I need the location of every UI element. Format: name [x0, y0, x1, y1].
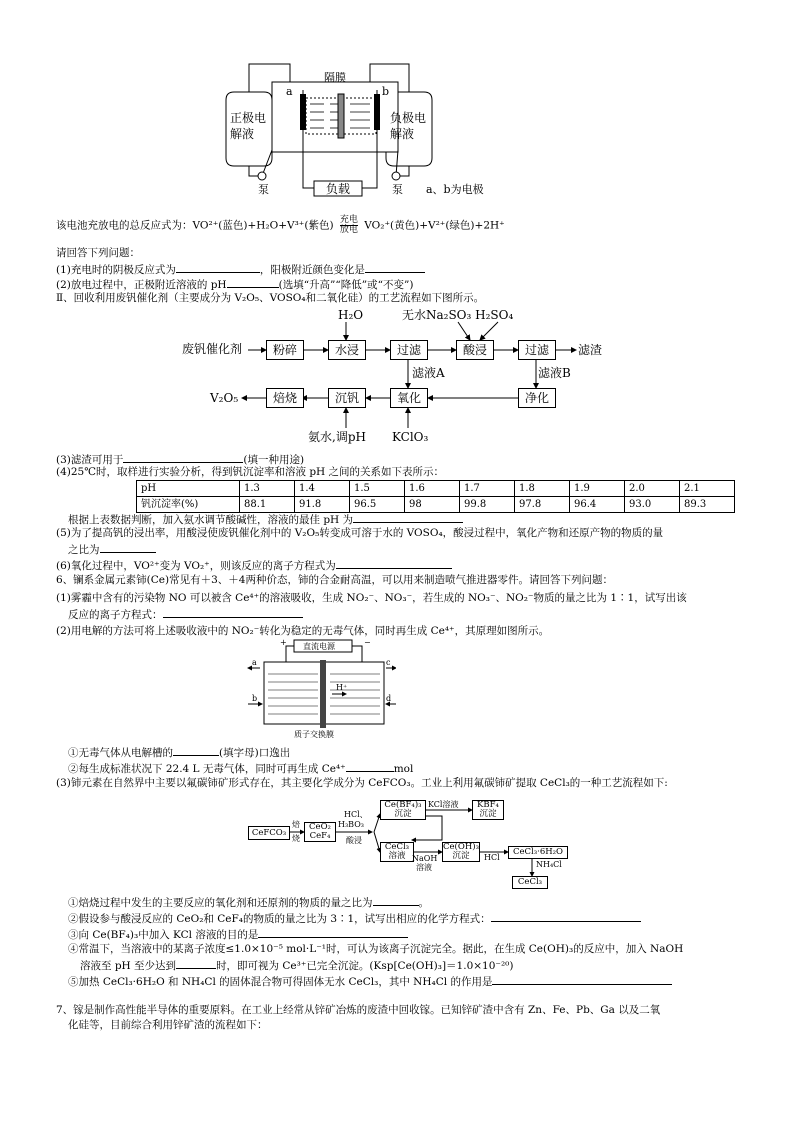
problem-6-q1b: [68, 606, 303, 623]
table-cell: 96.5: [350, 497, 405, 513]
problem-6-q3-4: ④常温下，当溶液中的某离子浓度≤1.0×10⁻⁵ mol·L⁻¹时，可认为该离子沉淀完全。据此，在生成 Ce(OH)₃的反应中，加入 NaOH: [68, 943, 684, 955]
node-cefco3: CeFCO₃: [248, 826, 290, 840]
port-b-label: b: [252, 694, 258, 703]
answer-blank[interactable]: [176, 957, 216, 969]
node-kbf4-1: KBF₄: [477, 800, 499, 810]
node-bf4-1: Ce(BF₄)₃: [384, 800, 422, 810]
acid-label-2: H₃BO₃: [338, 820, 364, 829]
electrode-note: a、b为电极: [426, 183, 484, 196]
electrode-b-label: b: [382, 85, 390, 98]
p6q22-text-b: mol: [393, 763, 414, 775]
naoh-label-2: 溶液: [416, 863, 432, 872]
table-cell: 2.1: [680, 481, 735, 497]
problem-6-q3: (3)铈元素在自然界中主要以氟碳铈矿形式存在，其主要化学成分为 CeFCO₃。工业上利用氟碳铈矿提取 CeCl₃的一种工艺流程如下:: [56, 777, 668, 789]
p6q33-text: ③向 Ce(BF₄)₃中加入 KCl 溶液的目的是: [68, 929, 259, 941]
p6q22-text-a: ②每生成标准状况下 22.4 L 无毒气体，同时可再生成 Ce⁴⁺: [68, 763, 346, 775]
roast-label-2: 烧: [292, 834, 300, 843]
residue-label: 滤渣: [578, 343, 603, 357]
load-label: 负载: [326, 182, 351, 196]
question-4: (4)25℃时，取样进行实验分析，得到钒沉淀率和溶液 pH 之间的关系如下表所示：: [56, 466, 445, 478]
q1-text-b: ，阳极附近颜色变化是: [259, 264, 365, 276]
table-cell: 1.7: [460, 481, 515, 497]
reaction-suffix: VO₂⁺(黄色)+V²⁺(绿色)+2H⁺: [364, 219, 505, 232]
answer-blank[interactable]: [492, 973, 672, 985]
node-cecl3sol-2: 溶液: [388, 851, 406, 861]
step-water-leach: 水浸: [328, 340, 366, 360]
pump-left-label: 泵: [258, 183, 269, 196]
node-ceoh3: [442, 842, 480, 862]
vanadium-table: [136, 480, 735, 513]
acid-label-1: HCl、: [344, 810, 368, 819]
node-cecl3-final: CeCl₃: [512, 876, 548, 889]
electrolysis-cell-diagram: [246, 638, 396, 742]
table-cell: 96.4: [570, 497, 625, 513]
part-2-heading: Ⅱ、回收利用废钒催化剂（主要成分为 V₂O₅、VOSO₄和二氧化硅）的工艺流程如下图所示。: [56, 292, 485, 304]
p6q21-text-b: (填字母)口逸出: [219, 747, 291, 759]
problem-6-q2: (2)用电解的方法可将上述吸收液中的 NO₂⁻转化为稳定的无毒气体，同时再生成 Ce⁴⁺，其原理如图所示。: [56, 625, 550, 637]
h-ion-label: H⁺: [336, 683, 348, 692]
table-header-rate: 钒沉淀率(%): [137, 497, 240, 513]
answer-blank[interactable]: [491, 910, 641, 922]
table-cell: 91.8: [295, 497, 350, 513]
step-acid-leach: 酸浸: [456, 340, 494, 360]
question-intro: 请回答下列问题：: [56, 247, 140, 259]
node-bf4-2: 沉淀: [394, 809, 412, 819]
problem-6-q1: (1)雾霾中含有的污染物 NO 可以被含 Ce⁴⁺的溶液吸收，生成 NO₂⁻、NO₃⁻，若生成的 NO₃⁻、NO₂⁻物质的量之比为 1∶1，试写出该: [56, 592, 687, 604]
naoh-label-1: NaOH: [412, 854, 438, 863]
problem-6-q3-4b: [80, 957, 513, 974]
reaction-equation: [56, 216, 505, 235]
node-bf4-precip: [380, 800, 426, 820]
battery-diagram: [220, 54, 520, 199]
table-cell: 98: [405, 497, 460, 513]
power-label: 直流电源: [303, 642, 335, 651]
table-header-ph: pH: [137, 481, 240, 497]
problem-7-line-2: 化硅等，目前综合利用锌矿渣的流程如下：: [68, 1019, 268, 1031]
answer-blank[interactable]: [100, 541, 156, 553]
step-calcine: 焙烧: [266, 388, 304, 408]
problem-6-q3-1: [68, 894, 429, 911]
answer-blank[interactable]: [163, 606, 303, 618]
q6-text: (6)氧化过程中，VO²⁺变为 VO₂⁺，则该反应的离子方程式为: [56, 560, 336, 572]
step-oxidize: 氧化: [390, 388, 428, 408]
table-cell: 1.5: [350, 481, 405, 497]
node-hydrate: CeCl₃·6H₂O: [508, 846, 568, 859]
cerium-flowchart: [246, 796, 576, 890]
membrane-label: 质子交换膜: [294, 730, 334, 739]
period: 。: [418, 897, 429, 909]
vanadium-flowchart: [180, 306, 640, 456]
node-kbf4-2: 沉淀: [479, 809, 497, 819]
answer-blank[interactable]: [365, 261, 425, 273]
charge-label: 充电: [339, 215, 358, 225]
step-filter-2: 过滤: [518, 340, 556, 360]
answer-blank[interactable]: [227, 276, 279, 288]
table-cell: 88.1: [240, 497, 295, 513]
question-5: (5)为了提高钒的浸出率，用酸浸使废钒催化剂中的 V₂O₅转变成可溶于水的 VOSO₄，酸浸过程中，氧化产物和还原产物的物质的量: [56, 527, 664, 539]
problem-6-q3-3: [68, 926, 408, 943]
product-label: V₂O₅: [210, 391, 239, 405]
node-kbf4: [472, 800, 504, 820]
problem-6-q2-1: [68, 744, 290, 761]
plus-label: +: [280, 638, 287, 647]
step-crush: 粉碎: [266, 340, 304, 360]
cell-lines: [246, 638, 396, 742]
hcl-label: HCl: [484, 853, 500, 862]
problem-6-q3-5: [68, 973, 672, 990]
q5b-text: 之比为: [68, 544, 100, 556]
ammonia-label: 氨水,调pH: [308, 430, 366, 444]
p6q34-text-c: 时，即可视为 Ce³⁺已完全沉淀。(Ksp[Ce(OH)₃]＝1.0×10⁻²⁰): [216, 960, 514, 972]
table-cell: 97.8: [515, 497, 570, 513]
answer-blank[interactable]: [346, 760, 394, 772]
answer-blank[interactable]: [373, 894, 419, 906]
q2-text-a: (2)放电过程中，正极附近溶液的 pH: [56, 279, 227, 291]
problem-6-q3-2: [68, 910, 641, 927]
step-filter-1: 过滤: [390, 340, 428, 360]
electrode-a-label: a: [286, 85, 293, 98]
reaction-prefix: 该电池充放电的总反应式为：VO²⁺(蓝色)+H₂O+V³⁺(紫色): [56, 219, 334, 232]
step-purify: 净化: [518, 388, 556, 408]
water-label: H₂O: [338, 308, 364, 322]
port-a-label: a: [252, 658, 257, 667]
question-6: [56, 557, 452, 574]
membrane-label: 隔膜: [324, 71, 346, 84]
table-cell: 93.0: [625, 497, 680, 513]
node-oxides: [304, 822, 336, 842]
filtrate-a-label: 滤液A: [412, 366, 445, 380]
table-cell: 1.8: [515, 481, 570, 497]
table-cell: 1.3: [240, 481, 295, 497]
step-precipitate: 沉钒: [328, 388, 366, 408]
table-cell: 2.0: [625, 481, 680, 497]
positive-electrolyte-label: 正极电解液: [230, 111, 267, 141]
q1-text-a: (1)充电时的阴极反应式为: [56, 264, 176, 276]
reagents-label: 无水Na₂SO₃ H₂SO₄: [402, 308, 514, 322]
answer-blank[interactable]: [353, 511, 463, 523]
table-cell: 1.9: [570, 481, 625, 497]
q3-text-b: (填一种用途): [243, 454, 305, 466]
discharge-label: 放电: [339, 225, 358, 235]
minus-label: −: [364, 638, 371, 647]
answer-blank[interactable]: [173, 744, 219, 756]
p6q32-text: ②假设参与酸浸反应的 CeO₂和 CeF₄的物质的量之比为 3∶1，试写出相应的化学方程式：: [68, 913, 491, 925]
q2-text-b: (选填“升高”“降低”或“不变”): [278, 279, 414, 291]
problem-6-q2-2: [68, 760, 413, 777]
port-c-label: c: [386, 658, 391, 667]
answer-blank[interactable]: [176, 261, 260, 273]
p6q1b-text: 反应的离子方程式：: [68, 609, 163, 621]
kclo3-label: KClO₃: [392, 430, 429, 444]
table-row: [137, 481, 735, 497]
node-ceoh-2: 沉淀: [452, 851, 470, 861]
node-oxides-1: CeO₂: [309, 822, 331, 832]
answer-blank[interactable]: [123, 451, 243, 463]
table-cell: 1.4: [295, 481, 350, 497]
table-cell: 89.3: [680, 497, 735, 513]
raw-material-label: 废钒催化剂: [182, 342, 243, 356]
q4b-text: 根据上表数据判断，加入氨水调节酸碱性，溶液的最佳 pH 为: [68, 514, 354, 526]
port-d-label: d: [386, 694, 392, 703]
node-oxides-2: CeF₄: [309, 831, 331, 841]
negative-electrolyte-label: 负极电解液: [390, 111, 427, 141]
table-cell: 1.6: [405, 481, 460, 497]
q3-text-a: (3)滤渣可用于: [56, 454, 124, 466]
p6q31-text: ①焙烧过程中发生的主要反应的氧化剂和还原剂的物质的量之比为: [68, 897, 373, 909]
kcl-label: KCl溶液: [428, 800, 459, 809]
roast-label-1: 焙: [292, 820, 300, 829]
pump-right-label: 泵: [392, 183, 403, 196]
problem-7-line-1: 7、镓是制作高性能半导体的重要原料。在工业上经常从锌矿冶炼的废渣中回收镓。已知锌矿渣中含有 Zn、Fe、Pb、Ga 以及二氧: [56, 1004, 661, 1016]
acid-label-3: 酸浸: [346, 836, 362, 845]
p6q35-text: ⑤加热 CeCl₃·6H₂O 和 NH₄Cl 的固体混合物可得固体无水 CeCl₃，其中 NH₄Cl 的作用是: [68, 976, 493, 988]
table-cell: 99.8: [460, 497, 515, 513]
node-ceoh-1: Ce(OH)₃: [443, 842, 479, 852]
answer-blank[interactable]: [336, 557, 452, 569]
nh4cl-label: NH₄Cl: [536, 860, 562, 869]
p6q34-text-b: 溶液至 pH 至少达到: [80, 960, 177, 972]
question-5b: [68, 541, 156, 558]
filtrate-b-label: 滤液B: [538, 366, 571, 380]
node-cecl3-solution: [380, 842, 414, 862]
node-cecl3sol-1: CeCl₃: [384, 842, 410, 852]
answer-blank[interactable]: [258, 926, 408, 938]
p6q21-text-a: ①无毒气体从电解槽的: [68, 747, 173, 759]
charge-discharge-arrow: [340, 216, 358, 235]
problem-6-title: 6、镧系金属元素铈(Ce)常见有＋3、＋4两种价态，铈的合金耐高温，可以用来制造喷气推进器零件。请回答下列问题：: [56, 574, 613, 586]
